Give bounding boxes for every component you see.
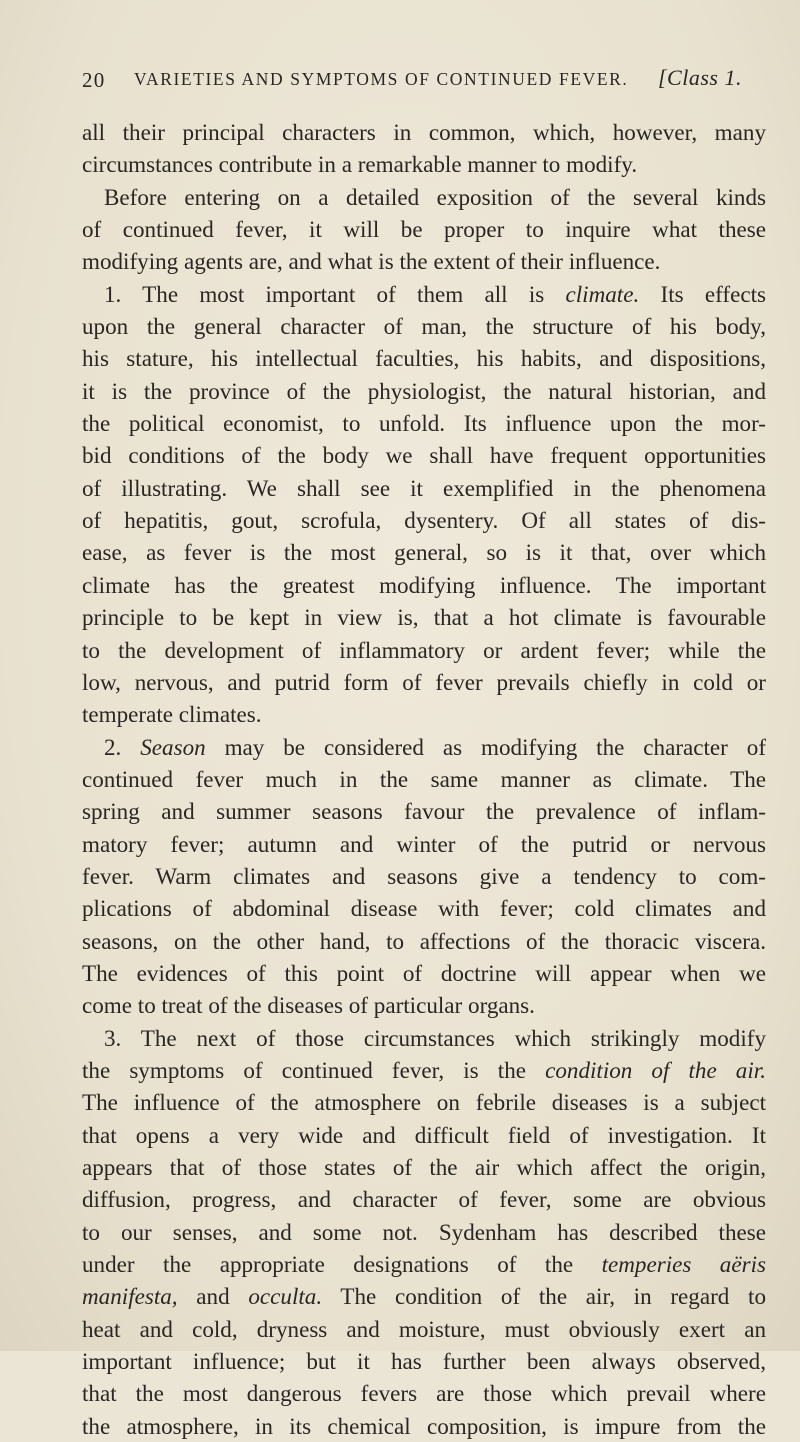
text-run: plications of abdominal disease with fever; cold climates and (82, 895, 766, 922)
text-run: matory fever; autumn and winter of the putrid or nervous (82, 830, 766, 857)
text-run: bid conditions of the body we shall have frequent opportunities (82, 442, 766, 469)
text-line (82, 278, 766, 310)
text-run: and (177, 1283, 249, 1310)
text-line (82, 472, 766, 504)
text-run: the symptoms of continued fever, is the (82, 1056, 546, 1083)
text-run: heat and cold, dryness and moisture, must obviously exert an (82, 1315, 766, 1342)
text-line (82, 795, 766, 827)
text-run: of illustrating. We shall see it exemplified in the phenomena (82, 474, 766, 501)
text-line (82, 1054, 766, 1086)
text-line (82, 1280, 766, 1312)
text-run: come to treat of the diseases of particular organs. (82, 992, 535, 1019)
class-mark: [Class 1. (658, 65, 742, 90)
text-run: temperate climates. (82, 701, 262, 728)
text-run: The evidences of this point of doctrine will appear when we (82, 959, 766, 986)
text-line (82, 957, 766, 989)
text-run: his stature, his intellectual faculties, his habits, and dispositions, (82, 345, 766, 372)
text-run: upon the general character of man, the structure of his body, (82, 313, 766, 340)
text-run: of hepatitis, gout, scrofula, dysentery. Of all states of dis- (82, 507, 766, 534)
text-line (82, 989, 766, 1021)
italic-run: manifesta, (82, 1283, 178, 1310)
text-line (82, 1410, 766, 1442)
text-line (82, 925, 766, 957)
italic-run: temperies aëris (601, 1251, 766, 1278)
text-line (82, 569, 766, 601)
text-run: the atmosphere, in its chemical composition, is impure from the (82, 1412, 766, 1439)
text-line (82, 1022, 766, 1054)
text-run: to our senses, and some not. Sydenham has described these (82, 1218, 766, 1245)
italic-run: condition of the air. (545, 1056, 766, 1083)
text-run: it is the province of the physiologist, the natural historian, and (82, 377, 766, 404)
text-run: under the appropriate designations of the (82, 1251, 602, 1278)
text-line (82, 860, 766, 892)
body-text (82, 116, 766, 1442)
text-line (82, 1345, 766, 1377)
text-run: 1. The most important of them all is (104, 280, 566, 307)
text-run: diffusion, progress, and character of fever, some are obvious (82, 1186, 766, 1213)
text-line (82, 892, 766, 924)
text-run: appears that of those states of the air which affect the origin, (82, 1154, 766, 1180)
text-run: all their principal characters in common, which, however, many (82, 119, 766, 145)
text-line (82, 116, 766, 148)
text-run: Its effects (639, 280, 766, 307)
text-line (82, 634, 766, 666)
running-title: VARIETIES AND SYMPTOMS OF CONTINUED FEVER. (134, 69, 629, 89)
text-run: 3. The next of those circumstances which strikingly modify (104, 1024, 766, 1051)
text-line (82, 763, 766, 795)
text-run: climate has the greatest modifying influence. The important (82, 571, 766, 598)
text-line (82, 1313, 766, 1345)
text-line (82, 375, 766, 407)
text-run: may be considered as modifying the character of (205, 733, 766, 760)
text-line (82, 1248, 766, 1280)
text-run: continued fever much in the same manner as climate. The (82, 765, 766, 792)
text-run: low, nervous, and putrid form of fever prevails chiefly in cold or (82, 668, 766, 695)
text-line (82, 1119, 766, 1151)
text-run: seasons, on the other hand, to affections of the thoracic viscera. (82, 927, 766, 954)
text-run: that opens a very wide and difficult field of investigation. It (82, 1121, 766, 1148)
text-run: The condition of the air, in regard to (322, 1283, 766, 1310)
text-line (82, 731, 766, 763)
text-line (82, 1377, 766, 1409)
text-run: fever. Warm climates and seasons give a tendency to com- (82, 862, 766, 889)
text-line (82, 1151, 766, 1183)
text-run: ease, as fever is the most general, so is it that, over which (82, 539, 766, 566)
text-line (82, 407, 766, 439)
page-number: 20 (82, 68, 106, 92)
text-run: principle to be kept in view is, that a hot climate is favourable (82, 604, 766, 631)
text-run: Before entering on a detailed exposition of the several kinds (104, 183, 766, 210)
text-line (82, 1216, 766, 1248)
text-run: modifying agents are, and what is the extent of their influence. (82, 248, 661, 275)
text-line (82, 213, 766, 245)
text-line (82, 245, 766, 277)
italic-run: climate. (565, 280, 640, 307)
running-head (82, 65, 764, 98)
text-line (82, 1086, 766, 1118)
text-line (82, 439, 766, 471)
text-run: 2. (104, 733, 141, 760)
text-line (82, 601, 766, 633)
text-line (82, 1183, 766, 1215)
text-line (82, 504, 766, 536)
text-run: that the most dangerous fevers are those which prevail where (82, 1380, 766, 1407)
text-line (82, 310, 766, 342)
text-line (82, 536, 766, 568)
text-line (82, 666, 766, 698)
text-line (82, 342, 766, 374)
text-run: spring and summer seasons favour the prevalence of inflam- (82, 798, 766, 825)
text-line (82, 148, 766, 180)
text-line (82, 828, 766, 860)
text-line (82, 698, 766, 730)
italic-run: occulta. (248, 1283, 323, 1310)
text-line (82, 181, 766, 213)
text-run: important influence; but it has further been always observed, (82, 1348, 766, 1375)
text-run: The influence of the atmosphere on febrile diseases is a subject (82, 1089, 766, 1116)
text-run: the political economist, to unfold. Its influence upon the mor- (82, 410, 766, 437)
text-run: circumstances contribute in a remarkable manner to modify. (82, 151, 638, 178)
text-run: of continued fever, it will be proper to inquire what these (82, 216, 766, 243)
italic-run: Season (140, 733, 206, 760)
text-run: to the development of inflammatory or ardent fever; while the (82, 636, 766, 663)
